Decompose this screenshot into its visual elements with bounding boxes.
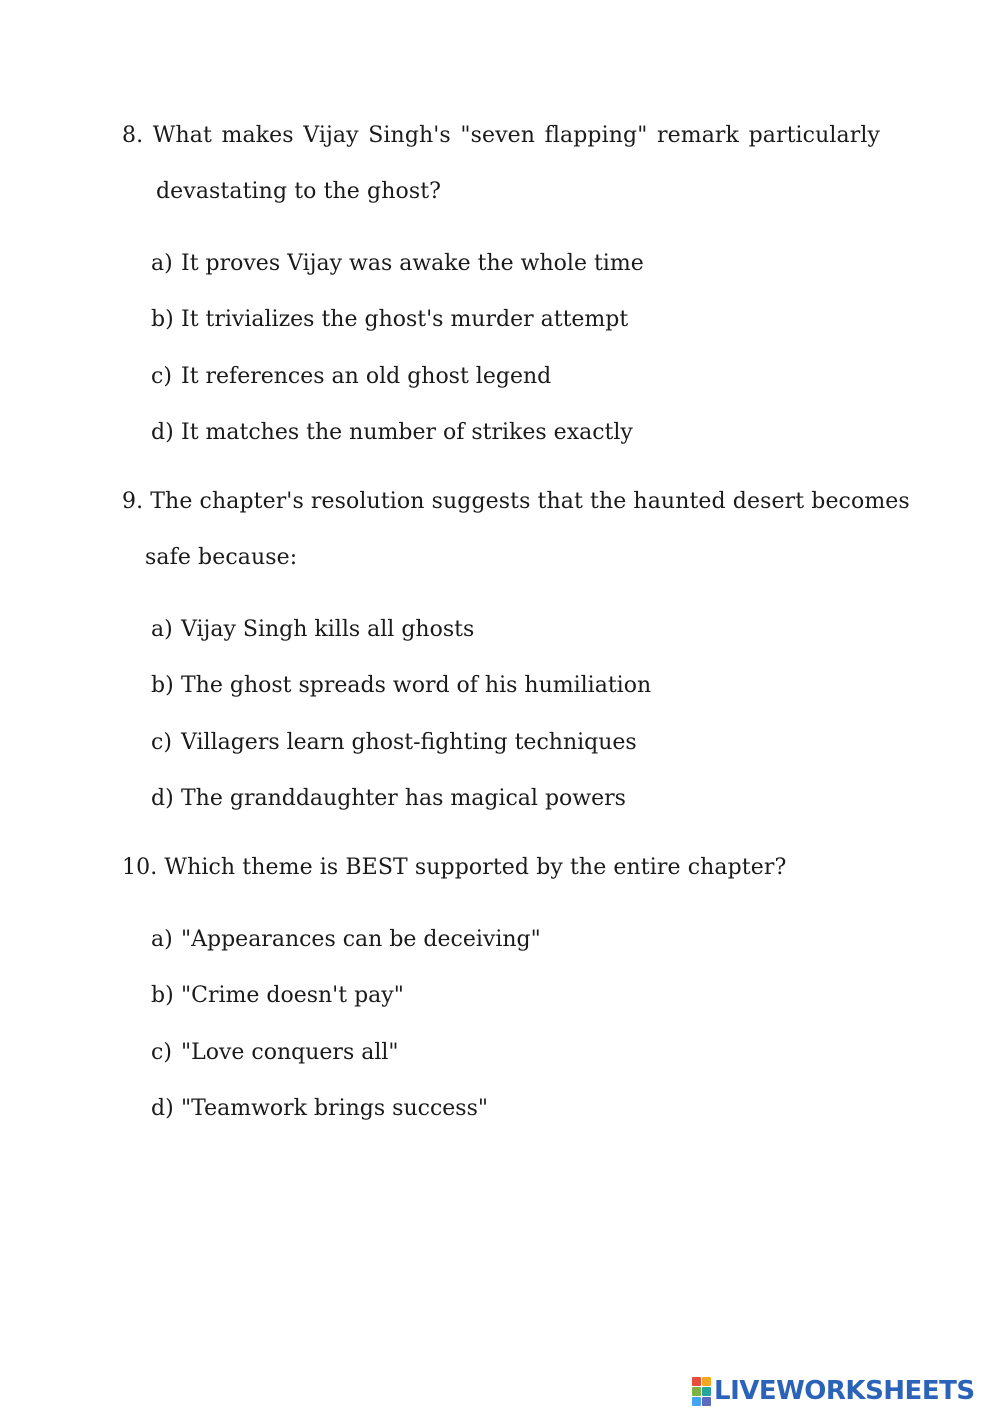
option-text: It proves Vijay was awake the whole time	[181, 251, 644, 276]
question-text-continued: devastating to the ghost?	[156, 179, 442, 204]
answer-option[interactable]	[151, 306, 628, 334]
option-text: It references an old ghost legend	[181, 364, 552, 389]
option-text: "Love conquers all"	[181, 1040, 399, 1065]
option-letter: c)	[151, 730, 172, 755]
answer-option[interactable]	[151, 363, 551, 391]
logo-square	[692, 1387, 701, 1396]
option-text: Villagers learn ghost-fighting techniques	[181, 730, 637, 755]
question-10	[122, 840, 880, 896]
question-text-continued: safe because:	[145, 545, 298, 570]
liveworksheets-logo-icon	[692, 1377, 711, 1406]
answer-option[interactable]	[151, 729, 637, 757]
answer-option[interactable]	[151, 1095, 488, 1123]
answer-option[interactable]	[151, 1039, 399, 1067]
logo-square	[692, 1397, 701, 1406]
option-text: The ghost spreads word of his humiliation	[181, 673, 652, 698]
option-letter: d)	[151, 420, 174, 445]
answer-option[interactable]	[151, 616, 474, 644]
option-letter: c)	[151, 364, 172, 389]
liveworksheets-logo	[692, 1375, 992, 1407]
option-letter: a)	[151, 251, 173, 276]
answer-option[interactable]	[151, 250, 644, 278]
answer-option[interactable]	[151, 926, 541, 954]
option-text: "Crime doesn't pay"	[181, 983, 404, 1008]
option-letter: a)	[151, 927, 173, 952]
option-text: "Appearances can be deceiving"	[181, 927, 541, 952]
question-text: 9. The chapter's resolution suggests that the haunted desert becomes	[122, 489, 910, 514]
option-letter: b)	[151, 983, 174, 1008]
logo-square	[702, 1397, 711, 1406]
option-letter: a)	[151, 617, 173, 642]
option-letter: d)	[151, 1096, 174, 1121]
logo-square	[702, 1377, 711, 1386]
answer-option[interactable]	[151, 672, 651, 700]
option-text: Vijay Singh kills all ghosts	[181, 617, 475, 642]
question-text: 10. Which theme is BEST supported by the entire chapter?	[122, 855, 787, 880]
option-letter: c)	[151, 1040, 172, 1065]
question-9	[122, 474, 910, 586]
logo-square	[692, 1377, 701, 1386]
answer-option[interactable]	[151, 785, 626, 813]
option-text: "Teamwork brings success"	[181, 1096, 488, 1121]
option-text: It trivializes the ghost's murder attempt	[181, 307, 629, 332]
option-text: The granddaughter has magical powers	[181, 786, 626, 811]
question-text: 8. What makes Vijay Singh's "seven flapping" remark particularly	[122, 123, 880, 148]
answer-option[interactable]	[151, 982, 404, 1010]
option-letter: d)	[151, 786, 174, 811]
option-letter: b)	[151, 673, 174, 698]
option-letter: b)	[151, 307, 174, 332]
brand-name: LIVEWORKSHEETS	[714, 1376, 975, 1406]
logo-square	[702, 1387, 711, 1396]
answer-option[interactable]	[151, 419, 633, 447]
question-8	[122, 108, 880, 220]
option-text: It matches the number of strikes exactly	[181, 420, 633, 445]
